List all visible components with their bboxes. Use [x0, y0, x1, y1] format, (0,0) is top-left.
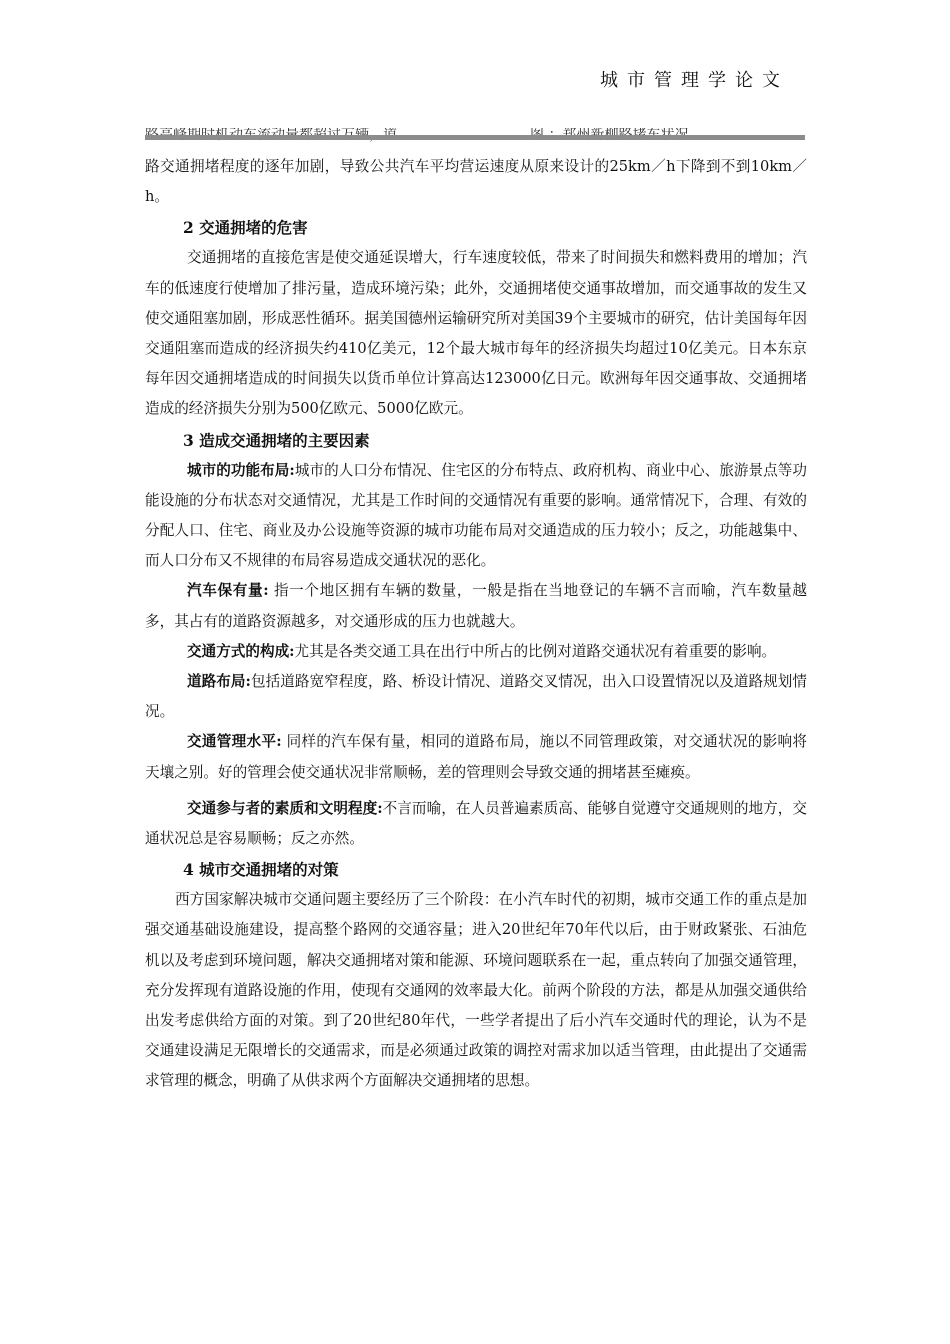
factor-text: 不言而喻，在人员普遍素质高、能够自觉遵守交通规则的地方，交通状况总是容易顺畅；反之亦然。 [145, 799, 807, 848]
factor-term: 交通管理水平: [187, 733, 282, 751]
factor-term: 道路布局: [187, 673, 251, 691]
document-body [145, 152, 807, 1097]
factor-text: 包括道路宽窄程度，路、桥设计情况、道路交叉情况，出入口设置情况以及道路规划情况。 [145, 673, 807, 721]
section-3-heading: 3 造成交通拥堵的主要因素 [183, 430, 370, 450]
factor-term: 交通参与者的素质和文明程度: [187, 799, 383, 817]
factor-text: 同样的汽车保有量，相同的道路布局，施以不同管理政策，对交通状况的影响将天壤之别。好的管理会使交通状况非常顺畅，差的管理则会导致交通的拥堵甚至瘫痪。 [145, 733, 808, 781]
factor-paragraph [145, 794, 807, 854]
factor-text: 尤其是各类交通工具在出行中所占的比例对道路交通状况有着重要的影响。 [294, 642, 777, 660]
factor-text: 城市的人口分布情况、住宅区的分布特点、政府机构、商业中心、旅游景点等功能设施的分布状态对交通情况，尤其是工作时间的交通情况有重要的影响。通常情况下，合理、有效的分配人口、住宅、商业及办公设施等资源的城市功能布局对交通造成的压力较小；反之，功能越集中、而人口分布又不规律的布局容易造成交通状况的恶化。 [145, 461, 807, 570]
factor-paragraph [145, 667, 807, 727]
factor-paragraph [145, 637, 807, 667]
intro-paragraph: 路交通拥堵程度的逐年加剧，导致公共汽车平均营运速度从原来设计的25km／h下降到不到10km／h。 [145, 158, 807, 206]
factor-term: 城市的功能布局: [187, 461, 295, 479]
section-2-paragraph: 交通拥堵的直接危害是使交通延误增大，行车速度较低，带来了时间损失和燃料费用的增加；汽车的低速度行使增加了排污量，造成环境污染；此外，交通拥堵使交通事故增加，而交通事故的发生又使交通阻塞加剧，形成恶性循环。据美国德州运输研究所对美国39个主要城市的研究，估计美国每年因交通阻塞而造成的经济损失约410亿美元，12个最大城市每年的经济损失均超过10亿美元。日本东京每年因交通拥堵造成的时间损失以货币单位计算高达123000亿日元。欧洲每年因交通事故、交通拥堵造成的经济损失分别为500亿欧元、5000亿欧元。 [145, 249, 807, 418]
factor-paragraph [145, 576, 807, 636]
factor-term: 交通方式的构成: [187, 642, 295, 660]
factor-paragraph [145, 456, 807, 577]
header-rule [145, 135, 805, 140]
section-2-heading: 2 交通拥堵的危害 [183, 218, 308, 238]
page-header-title: 城市管理学论文 [600, 70, 789, 91]
section-4-paragraph: 西方国家解决城市交通问题主要经历了三个阶段：在小汽车时代的初期，城市交通工作的重点是加强交通基础设施建设，提高整个路网的交通容量；进入20世纪年70年代以后，由于财政紧张、石油危机以及考虑到环境问题，解决交通拥堵对策和能源、环境问题联系在一起，重点转向了加强交通管理，充分发挥现有道路设施的作用，使现有交通网的效率最大化。前两个阶段的方法，都是从加强交通供给出发考虑供给方面的对策。到了20世纪80年代，一些学者提出了后小汽车交通时代的理论，认为不是交通建设满足无限增长的交通需求，而是必须通过政策的调控对需求加以适当管理，由此提出了交通需求管理的概念，明确了从供求两个方面解决交通拥堵的思想。 [145, 891, 807, 1090]
factor-paragraph [145, 727, 807, 787]
factor-text: 指一个地区拥有车辆的数量，一般是指在当地登记的车辆不言而喻，汽车数量越多，其占有的道路资源越多，对交通形成的压力也就越大。 [145, 582, 807, 630]
section-4-heading: 4 城市交通拥堵的对策 [183, 860, 339, 880]
factor-term: 汽车保有量: [187, 582, 269, 600]
